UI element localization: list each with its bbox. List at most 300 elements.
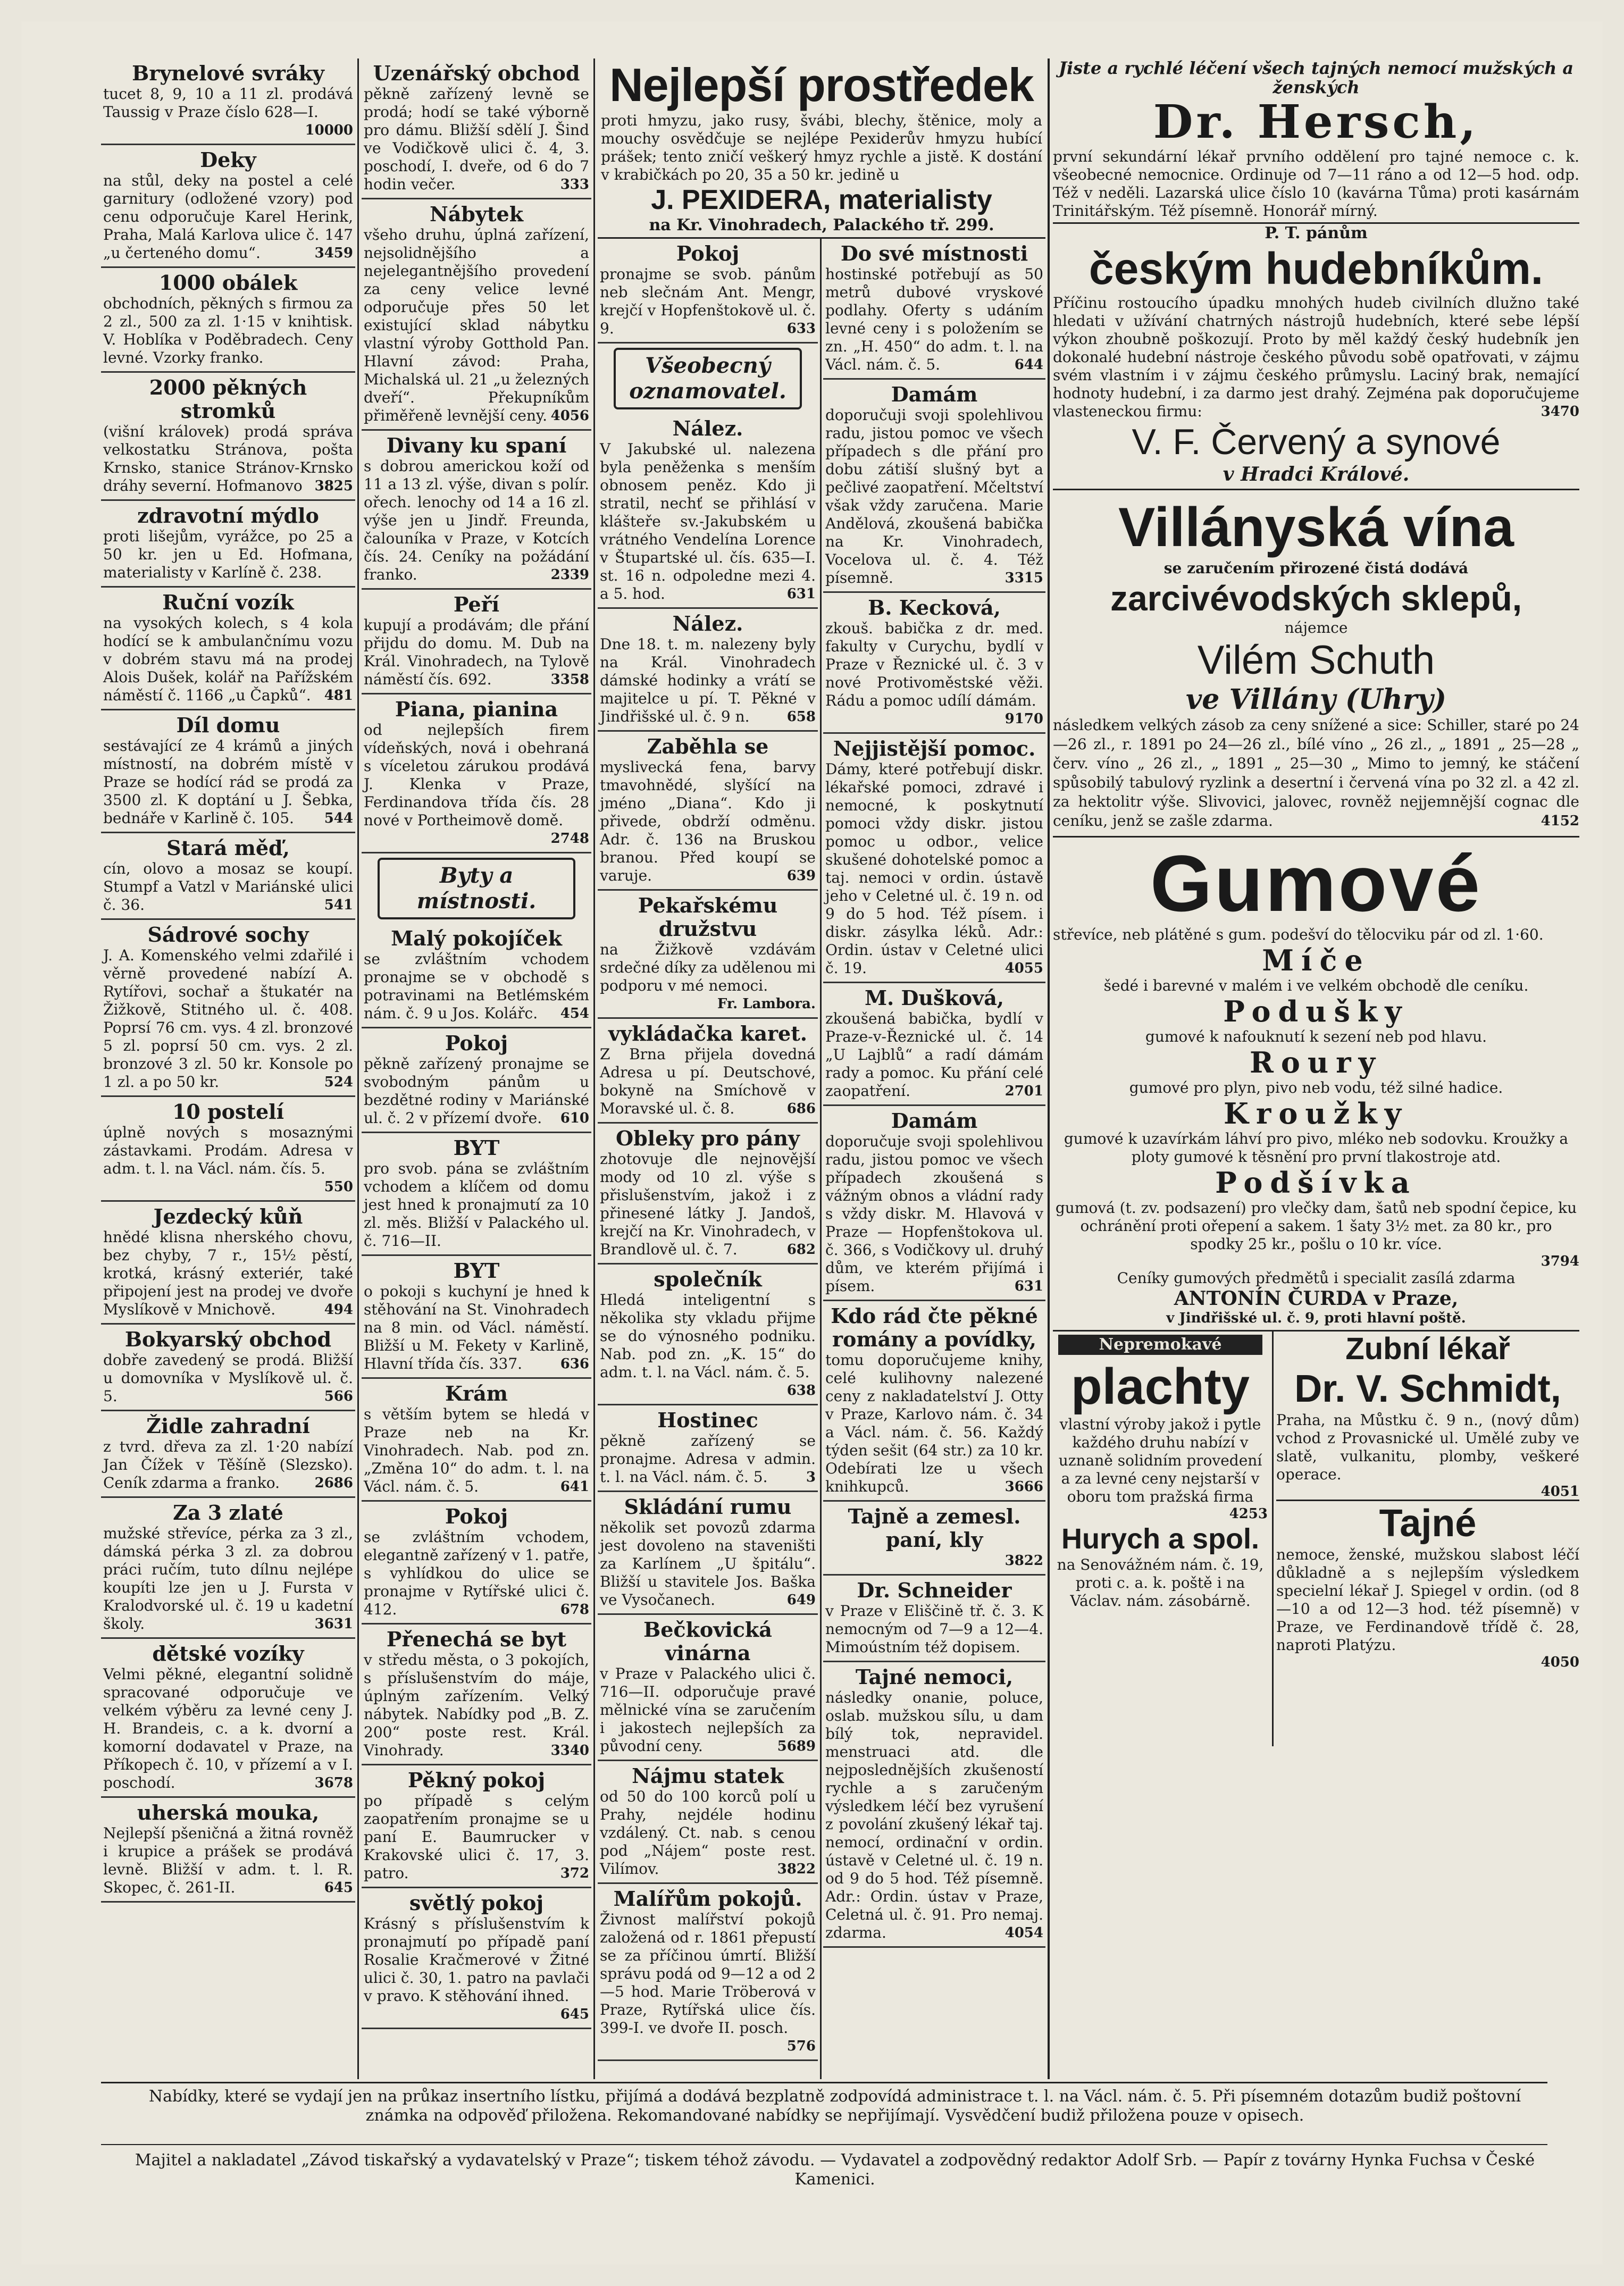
ad-number: 454 bbox=[560, 1006, 589, 1021]
ad-title: Ruční vozík bbox=[162, 590, 294, 614]
ad-number: 639 bbox=[786, 868, 816, 884]
ad-number: 524 bbox=[324, 1074, 353, 1090]
ad-body: V Jakubské ul. nalezena byla peněženka s menším obnosem peněz. Kdo ji stratil, nechť se přihlásí v klášteře sv.-Jakubském u vrátného Vendelína Lorence v Štupartské ul. čís. 635—I. st. 16 n. odpoledne mezi 4. a 5. hod. bbox=[600, 440, 816, 602]
ad-body: úplně nových s mosaznými zástavkami. Prodám. Adresa v adm. t. l. na Václ. nám. čís. 5. bbox=[103, 1124, 353, 1177]
ad-body: doporučuje svoji spolehlivou radu, jistou pomoc ve všech případech zkoušená s vážným obnos a vládní rady s vždy diskr. M. Hlavová v Praze — Hopfenštokova ul. č. 366, s Vodičkovy ul. druhý dům, ve kterém přijímá i písem. bbox=[825, 1133, 1043, 1295]
ad-number: 678 bbox=[560, 1602, 589, 1618]
ad-body: kupují a prodávám; dle přání přijdu do domu. M. Dub na Král. Vinohradech, na Tylově náměstí čís. 692. bbox=[364, 616, 589, 688]
ad-title: 10 postelí bbox=[172, 1100, 284, 1124]
ad-body: J. A. Komenského velmi zdařilé i věrně provedené nabízí A. Rytířovi, sochař a štukatér na Žižkově, Stitného ul. č. 408. Poprsí 76 cm. vys. 4 zl. bronzové 5 zl. poprsí 50 cm. vys. 2 zl. bronzové 3 zl. 50 kr. Konsole po 1 zl. a po 50 kr. bbox=[103, 947, 353, 1091]
classified-ad bbox=[101, 1411, 355, 1498]
ad-number: 3822 bbox=[777, 1861, 816, 1877]
ad-text bbox=[103, 860, 353, 914]
classified-ad bbox=[362, 431, 591, 590]
ad-text bbox=[103, 423, 353, 495]
column-rule bbox=[593, 58, 595, 2079]
gum-item-text: gumové pro plyn, pivo neb vodu, též silné hadice. bbox=[1129, 1079, 1503, 1096]
ad-number: 10000 bbox=[305, 122, 353, 138]
ad-text bbox=[364, 950, 589, 1023]
ad-title: zdravotní mýdlo bbox=[137, 504, 319, 527]
ad-title: Peří bbox=[453, 592, 500, 616]
ad-title: Pěkný pokoj bbox=[407, 1768, 546, 1792]
ad-text bbox=[825, 406, 1043, 587]
ad-title: Bečkovická vinárna bbox=[643, 1618, 772, 1665]
plachty-ad bbox=[1053, 1332, 1268, 1610]
ad-title: Nález. bbox=[672, 612, 743, 635]
ad-title: Pokoj bbox=[445, 1504, 508, 1528]
ad-body: Živnost malířství pokojů založená od r. 1861 přepustí se za příčinou úmrtí. Bližší správu podá od 9—12 a od 2—5 hod. Marie Tröberová v Praze, Rytířská ulice čís. 399-I. ve dvoře II. posch. bbox=[600, 1911, 816, 2037]
ad-title: Deky bbox=[200, 148, 256, 172]
classified-ad bbox=[598, 1265, 818, 1405]
column-3 bbox=[598, 58, 1045, 2079]
column-rule bbox=[357, 58, 359, 2079]
ad-body: pěkně zařízený se pronajme. Adresa v admin. t. l. na Václ. nám. č. 5. bbox=[600, 1432, 816, 1486]
ad-text bbox=[600, 1150, 816, 1259]
ad-text bbox=[103, 947, 353, 1091]
ad-number: 2686 bbox=[314, 1475, 353, 1491]
ad-body: zkouš. babička z dr. med. fakulty v Curychu, bydlí v Praze v Řeznické ul. č. 3 v nové Protivoměstské věži. Rádu a pomoc udílí dámám. bbox=[825, 619, 1043, 709]
classified-ad bbox=[362, 1502, 591, 1625]
ad-number: 3666 bbox=[1004, 1479, 1043, 1495]
pexider-firm: J. PEXIDERA, materialisty bbox=[651, 185, 992, 215]
classified-ad bbox=[362, 1379, 591, 1502]
ad-number: Fr. Lambora. bbox=[717, 996, 816, 1012]
classified-ad bbox=[101, 1202, 355, 1325]
ad-number: 610 bbox=[560, 1110, 589, 1126]
classified-ad bbox=[101, 833, 355, 920]
ad-title: Stará měď, bbox=[166, 836, 290, 860]
column-rule bbox=[1048, 58, 1050, 2079]
column-3-right bbox=[823, 239, 1045, 2079]
ad-number: 4054 bbox=[1004, 1925, 1043, 1941]
ad-body: Z Brna přijela dovedná Adresa u pí. Deutschové, bokyně na Smíchově v Moravské ul. č. 8. bbox=[600, 1045, 816, 1117]
ad-text bbox=[103, 85, 353, 138]
gum-item-name: Podušky bbox=[1223, 994, 1409, 1028]
newspaper-page bbox=[21, 21, 1603, 2265]
ad-text bbox=[825, 265, 1043, 374]
classified-ad bbox=[598, 732, 818, 891]
musicians-text bbox=[1053, 294, 1579, 421]
gum-item-text: gumové k nafouknutí k sezení neb pod hlavu. bbox=[1145, 1028, 1487, 1045]
ad-body: myslivecká fena, barvy tmavohnědé, slyšící na jméno „Diana“. Kdo ji přivede, obdrží odměnu. Adr. č. 136 na Bruskou branou. Před koupí se varuje. bbox=[600, 758, 816, 884]
ad-text bbox=[103, 1124, 353, 1195]
ad-title: uherská mouka, bbox=[137, 1801, 320, 1824]
ad-text bbox=[600, 1432, 816, 1486]
classified-ad bbox=[362, 199, 591, 431]
ad-body: na stůl, deky na postel a celé garnitury (odložené vzory) pod cenu odporučuje Karel Herink, Praha, Malá Karlova ulice č. 147 „u čerteného domu“. bbox=[103, 172, 353, 262]
ad-number: 636 bbox=[560, 1356, 589, 1372]
ad-text bbox=[103, 1665, 353, 1792]
dentist-pre: Zubní lékař bbox=[1345, 1332, 1510, 1366]
gum-item-text: gumová (t. zv. podsazení) pro vlečky dam, šatů neb spodní čepice, ku ochránění proti ořepení a sakem. 1 šaty 3½ met. za 80 kr., pro spodky 25 kr., pošlu o 10 kr. více. bbox=[1055, 1199, 1577, 1253]
tajne-title: Tajné bbox=[1379, 1502, 1477, 1545]
ad-text bbox=[103, 527, 353, 582]
pexider-intro: proti hmyzu, jako rusy, švábi, blechy, štěnice, moly a mouchy osvědčuje se nejlépe Pexiderův hmyzu hubící prášek; tento zničí veškerý hmyz rychle a jistě. K dostání v krabičkách po 20, 35 a 50 kr. jedině u bbox=[601, 112, 1042, 183]
ad-title: společník bbox=[654, 1267, 762, 1291]
classified-ad bbox=[823, 380, 1045, 593]
gum-footer: Ceníky gumových předmětů i specialit zasílá zdarma bbox=[1117, 1269, 1516, 1287]
hersch-text: první sekundární lékař prvního oddělení pro tajné nemoce c. k. všeobecné nemocnice. Ordinuje od 7—11 ráno a od 12—5 hod. odp. Též v neděli. Lazarská ulice číslo 10 (kavárna Tůma) proti kasárnám Trinitářským. Též písemně. Honorář mírný. bbox=[1053, 148, 1579, 220]
wine-text bbox=[1053, 716, 1579, 831]
ad-title: Piana, pianina bbox=[395, 697, 558, 721]
column-1 bbox=[101, 58, 355, 2079]
gum-item-text: šedé i barevné v malém i ve velkém obchodě dle ceníku. bbox=[1103, 977, 1529, 994]
classified-ad bbox=[101, 373, 355, 501]
ad-text bbox=[364, 721, 589, 847]
ad-body: sestávající ze 4 krámů a jiných místností, na dobrém místě v Praze se hodící rád se prodá za 3500 zl. K doptání u J. Šebka, bednáře v Karlině č. 105. bbox=[103, 737, 353, 827]
classified-ad bbox=[598, 1019, 818, 1124]
tajne-text: nemoce, ženské, mužskou slabost léčí důkladně a s nejlepším výsledkem specielní lékař J. Spiegel v ordin. (od 8—10 a od 12—3 hod. též písemně) v Praze, ve Ferdinandově třídě č. 28, naproti Platýzu. bbox=[1276, 1546, 1579, 1654]
classified-ad bbox=[823, 1106, 1045, 1301]
ad-text bbox=[364, 457, 589, 584]
ad-text bbox=[364, 1055, 589, 1127]
ad-body: o pokoji s kuchyní je hned k stěhování na St. Vinohradech na 8 min. od Václ. náměstí. Bližší u M. Fekety v Karlině, Hlavní třída čís. 337. bbox=[364, 1283, 589, 1372]
ad-body: Dne 18. t. m. nalezeny byly na Král. Vinohradech dámské hodinky a vrátí se majitelce u pí. T. Pěkné v Jindřišské ul. č. 9 n. bbox=[600, 635, 816, 725]
ad-body: Dámy, které potřebují diskr. lékařské pomoci, zdravé i nemocné, k poskytnutí pomoci vždy diskr. jistou pomoc u odbor., velice skušené dohotelské pomoc a taj. nemoci v ordin. ústavě jeho v Celetné ul. č. 19 n. od 9 do 5 hod. Též písem. i diskr. zásylka léků. Adr.: Ordin. ústav v Celetné ulici č. 19. bbox=[825, 760, 1043, 977]
ad-text bbox=[103, 1228, 353, 1319]
classified-ad bbox=[362, 1133, 591, 1256]
ad-body: od 50 do 100 korců polí u Prahy, nejdéle hodinu vzdálený. Ct. nab. s cenou pod „Nájem“ poste rest. Vilímov. bbox=[600, 1788, 816, 1878]
classified-ad bbox=[598, 1405, 818, 1492]
ad-title: Bokyarský obchod bbox=[124, 1327, 332, 1351]
wine-ad bbox=[1053, 490, 1579, 838]
ad-body: pronajme se svob. pánům neb slečnám Ant. Mengr, krejčí v Hopfenštokově ul. č. 9. bbox=[600, 265, 816, 337]
footer-notice: Nabídky, které se vydají jen na průkaz insertního lístku, přijímá a dodává bezplatně zodpovídá administrace t. l. na Václ. nám. č. 5. Při písemném dotazům budiž poštovní známka na odpověď přiložena. Rekomandované nabídky se nepřijímají. Vysvědčení budiž přiložena pouze v opisech. bbox=[148, 2087, 1521, 2125]
ad-body: tomu doporučujeme knihy, celé kulihovny nalezené ceny z nakladatelství J. Otty v Praze, Karlovo nám. č. 34 a Václ. nám. č. 56. Každý týden sešit (64 str.) za 10 kr. Odebírati lze u všech knihkupců. bbox=[825, 1351, 1043, 1495]
ad-number: 644 bbox=[1014, 357, 1043, 373]
ad-number: 649 bbox=[786, 1592, 816, 1608]
ad-number: 481 bbox=[324, 688, 353, 704]
plachty-pre: Nepremokavé bbox=[1058, 1335, 1262, 1355]
ad-text bbox=[825, 619, 1043, 727]
ad-title: Obleky pro pány bbox=[616, 1126, 800, 1150]
column-rule bbox=[820, 239, 822, 2079]
ad-title: B. Kecková, bbox=[868, 596, 1001, 619]
classified-ad bbox=[598, 609, 818, 732]
ad-title: 1000 obálek bbox=[158, 271, 298, 295]
ad-number: 631 bbox=[1014, 1278, 1043, 1294]
ad-number: 2748 bbox=[550, 831, 589, 847]
ad-text bbox=[600, 265, 816, 338]
classified-ad bbox=[598, 414, 818, 609]
ad-text bbox=[364, 1792, 589, 1882]
ad-number: 633 bbox=[786, 321, 816, 337]
ad-title: Damám bbox=[891, 1109, 978, 1133]
ad-body: několik set povozů zdarma jest dovoleno na staveništi za Karlínem „U špitálu“. Bližší u stavitele Jos. Baška ve Vysočanech. bbox=[600, 1519, 816, 1609]
ad-text bbox=[364, 616, 589, 689]
classified-ad bbox=[598, 239, 818, 344]
ad-number: 5689 bbox=[777, 1738, 816, 1754]
ad-number: 544 bbox=[324, 810, 353, 826]
ad-text bbox=[600, 1519, 816, 1609]
wine-place: ve Villány (Uhry) bbox=[1186, 683, 1446, 716]
ad-text bbox=[103, 1351, 353, 1405]
gum-items bbox=[1053, 944, 1579, 1253]
dentist-ad bbox=[1276, 1332, 1579, 1670]
footer-rule bbox=[101, 2144, 1547, 2145]
ad-number: 658 bbox=[786, 709, 816, 725]
ad-number: 2339 bbox=[550, 567, 589, 583]
ad-number: 372 bbox=[560, 1865, 589, 1881]
ad-title: Tajně a zemesl. paní, kly bbox=[848, 1504, 1021, 1552]
ad-text bbox=[364, 85, 589, 194]
plachty-text: vlastní výroby jakož i pytle každého druhu nabízí v uznaně solidním provedení a za levné ceny nejstarší v oboru tom pražská firma bbox=[1058, 1416, 1262, 1505]
ad-text bbox=[103, 614, 353, 705]
ad-number: 645 bbox=[324, 1880, 353, 1896]
ad-text bbox=[103, 1438, 353, 1492]
gum-number: 3794 bbox=[1541, 1253, 1579, 1269]
classified-ad bbox=[823, 734, 1045, 983]
ad-title: Za 3 zlaté bbox=[173, 1501, 283, 1525]
classified-ad bbox=[101, 1097, 355, 1202]
classified-ad bbox=[101, 501, 355, 588]
ad-title: Nejjistější pomoc. bbox=[833, 736, 1036, 760]
ad-body: v Praze v Eliščině tř. č. 3. K nemocným od 7—9 a 12—4. Mimoústním též dopisem. bbox=[825, 1602, 1043, 1656]
ad-number: 576 bbox=[786, 2038, 816, 2054]
ad-number: 4152 bbox=[1541, 813, 1579, 829]
gum-ad bbox=[1053, 838, 1579, 1332]
ad-text bbox=[600, 941, 816, 1012]
cerveny-city: v Hradci Králové. bbox=[1053, 463, 1579, 490]
classified-ad bbox=[823, 1301, 1045, 1502]
classified-ad bbox=[362, 1765, 591, 1888]
ad-body: hostinské potřebují as 50 metrů dubové vryskové podlahy. Oferty s udáním levné ceny i s položením se zn. „H. 450“ do adm. t. l. na Václ. nám. č. 5. bbox=[825, 265, 1043, 373]
classified-ad bbox=[598, 891, 818, 1019]
classified-ad bbox=[362, 924, 591, 1028]
ad-title: Pekařskému družstvu bbox=[638, 893, 778, 941]
ad-number: 3340 bbox=[550, 1743, 589, 1759]
ad-text bbox=[600, 1665, 816, 1755]
gum-title: Gumové bbox=[1150, 839, 1483, 928]
section-label: Všeobecný oznamovatel. bbox=[614, 348, 802, 409]
column-rule bbox=[1272, 1332, 1274, 1746]
plachty-title: plachty bbox=[1070, 1358, 1250, 1415]
ad-title: Damám bbox=[891, 382, 978, 406]
ad-body: s dobrou americkou koží od 11 a 13 zl. výše, divan s polír. ořech. lenochy od 14 a 16 zl. výše jen u Jindř. Freunda, čalouníka v Praze, v Kotcích čís. 24. Ceníky na požádání franko. bbox=[364, 457, 589, 583]
gum-intro: střevíce, neb plátěné s gum. podešví do tělocviku pár od zl. 1·60. bbox=[1053, 926, 1544, 943]
ad-number: 631 bbox=[786, 586, 816, 602]
ad-number: 3358 bbox=[550, 672, 589, 688]
ad-text bbox=[364, 226, 589, 425]
plachty-address: na Senovážném nám. č. 19, proti c. a. k. poště i na Václav. nám. zásobárně. bbox=[1057, 1556, 1264, 1610]
ad-text bbox=[600, 1788, 816, 1878]
ad-number: 638 bbox=[786, 1383, 816, 1399]
classified-ad bbox=[823, 239, 1045, 380]
ad-text bbox=[364, 1915, 589, 2022]
ad-text bbox=[825, 760, 1043, 977]
wine-sub: se zaručením přirozené čistá dodává bbox=[1163, 559, 1469, 577]
classified-ad bbox=[101, 58, 355, 145]
classified-ad bbox=[101, 1498, 355, 1639]
ad-body: Hledá inteligentní s několika sty vkladu přijme se do výnosného podniku. Nab. pod zn. „K. 15“ do adm. t. l. na Václ. nám. č. 5. bbox=[600, 1291, 816, 1381]
section-label: Byty a místnosti. bbox=[378, 858, 575, 919]
classified-ad bbox=[823, 1502, 1045, 1576]
ad-body: na Žižkově vzdávám srdečné díky za udělenou mi podporu v mé nemoci. bbox=[600, 941, 816, 994]
ad-number: 550 bbox=[324, 1179, 353, 1195]
ad-title: Nájmu statek bbox=[632, 1764, 784, 1788]
ad-body: následky onanie, poluce, oslab. mužskou sílu, u dam bílý tok, nepravidel. menstruaci atd. dle nejposlednějších zkušeností rychle a s zaručeným výsledkem léčí bez vyrušení z povolání zkušený lékař taj. nemocí, ordinační v ordin. ústavě v Celetné ul. č. 19 n. od 9 do 5 hod. Též písemně. Adr.: Ordin. ústav v Praze, Celetná ul. č. 91. Pro nemaj. zdarma. bbox=[825, 1689, 1043, 1941]
ad-body: pro svob. pána se zvláštním vchodem a klíčem od domu jest hned k pronajmutí za 10 zl. měs. Bližší v Palackého ul. č. 716—II. bbox=[364, 1160, 589, 1250]
ad-title: Krám bbox=[445, 1381, 508, 1405]
ad-text bbox=[364, 1160, 589, 1250]
ad-body: hnědé klisna nherského chovu, bez chyby, 7 r., 15½ pěstí, krotká, krásný exteriér, také připojení jest na prodej ve dvoře Myslíkově v Mnichově. bbox=[103, 1228, 353, 1318]
ad-number: 686 bbox=[786, 1101, 816, 1117]
classified-ad bbox=[101, 268, 355, 373]
ad-text bbox=[364, 1405, 589, 1496]
ad-title: Zaběhla se bbox=[647, 734, 769, 758]
ad-title: Skládání rumu bbox=[624, 1495, 792, 1519]
classified-ad bbox=[362, 694, 591, 853]
ad-number: 3631 bbox=[314, 1616, 353, 1632]
ad-number: 9170 bbox=[1004, 711, 1043, 727]
hersch-name: Dr. Hersch, bbox=[1153, 95, 1479, 149]
classified-ad bbox=[598, 1761, 818, 1884]
ad-title: Malý pokojíček bbox=[391, 926, 562, 950]
classified-ad bbox=[101, 1798, 355, 1903]
ad-number: 4055 bbox=[1004, 960, 1043, 976]
ad-title: 2000 pěkných stromků bbox=[149, 375, 307, 423]
ad-body: dobře zavedený se prodá. Bližší u domovníka v Myslíkově ul. č. 5. bbox=[103, 1351, 353, 1405]
ad-title: Malířům pokojů. bbox=[613, 1887, 802, 1911]
ad-title: Nález. bbox=[672, 416, 743, 440]
ad-body: cín, olovo a mosaz se koupí. Stumpf a Vatzl v Mariánské ulici č. 36. bbox=[103, 860, 353, 914]
ad-title: Židle zahradní bbox=[146, 1414, 310, 1438]
classified-ad bbox=[823, 1662, 1045, 1948]
musicians-pre: P. T. pánům bbox=[1265, 224, 1368, 242]
dentist-text: Praha, na Můstku č. 9 n., (nový dům) vchod z Provasnické ul. Umělé zuby ve slatě, vulkanitu, plomby, veškeré operace. bbox=[1276, 1411, 1579, 1483]
ad-number: 3315 bbox=[1004, 570, 1043, 586]
ad-body: pěkně zařízený levně se prodá; hodí se také výborně pro dámu. Bližší sdělí J. Šind ve Vodičkově ulici č. 4, 3. poschodí, I. dveře, od 6 do 7 hodin večer. bbox=[364, 85, 589, 193]
classified-ad bbox=[362, 1256, 591, 1379]
ad-number: 3459 bbox=[314, 245, 353, 261]
classified-ad bbox=[598, 1124, 818, 1265]
ad-number: 3 bbox=[806, 1469, 816, 1485]
tajne-number: 4050 bbox=[1541, 1654, 1579, 1670]
classified-ad bbox=[101, 1639, 355, 1798]
gum-item-name: Roury bbox=[1250, 1045, 1383, 1079]
ad-title: světlý pokoj bbox=[409, 1891, 544, 1915]
classified-ad bbox=[362, 1028, 591, 1133]
ad-body: Krásný s příslušenstvím k pronajmutí po případě paní Rosalie Kračmerové v Žitné ulici č. 30, 1. patro na pavlači v pravo. K stěhování ihned. bbox=[364, 1915, 589, 2005]
classified-ad bbox=[823, 1576, 1045, 1662]
ad-body: pěkně zařízený pronajme se svobodným pánům u bezdětné rodiny v Mariánské ul. č. 2 v přízemí dvoře. bbox=[364, 1055, 589, 1127]
classified-ad bbox=[598, 1492, 818, 1615]
classified-ad bbox=[101, 1325, 355, 1411]
ad-body: v Praze v Palackého ulici č. 716—II. odporučuje pravé mělnické vína se zaručením i jakostech nejlepších za původní ceny. bbox=[600, 1665, 816, 1755]
classified-ad bbox=[362, 590, 591, 694]
footer-imprint: Majitel a nakladatel „Závod tiskařský a vydavatelský v Praze“; tiskem téhož závodu. — Vydavatel a zodpovědný redaktor Adolf Srb. — Papír z továrny Hynka Fuchsa v České Kamenici. bbox=[135, 2151, 1535, 2189]
ad-title: Sádrové sochy bbox=[147, 923, 309, 947]
ad-body: se zvláštním vchodem pronajme se v obchodě s potravinami na Betlémském nám. č. 9 u Jos. Kolářc. bbox=[364, 950, 589, 1022]
musicians-text-body: Příčinu rostoucího úpadku mnohých hudeb civilních dlužno také hledati v užívání chatrných nástrojů hudebních, které sebe lépší výkon zhoubně poškozují. Proto by měl každý český hudebník jen dokonalé hudební nástroje českého původu sobě opatřovati, v zájmu svém vlastním i v zájmu českého průmyslu. Laciný brak, nemající hodnoty hudební, i za darmo jest drahý. Zejména pak doporučujeme vlasteneckou firmu: bbox=[1053, 294, 1579, 420]
ad-number: 3825 bbox=[314, 478, 353, 494]
ad-number: 3822 bbox=[1004, 1553, 1043, 1569]
ad-text bbox=[364, 1651, 589, 1760]
ad-number: 541 bbox=[324, 897, 353, 913]
wine-cellars: zarcivévodských sklepů, bbox=[1110, 579, 1522, 618]
ad-text bbox=[825, 1602, 1043, 1656]
ad-body: z tvrd. dřeva za zl. 1·20 nabízí Jan Čížek v Těšíně (Slezsko). Ceník zdarma a franko. bbox=[103, 1438, 353, 1492]
ad-number: 566 bbox=[324, 1388, 353, 1404]
ad-number: 645 bbox=[560, 2006, 589, 2022]
classified-ad bbox=[598, 1615, 818, 1761]
ad-text bbox=[364, 1283, 589, 1373]
ad-body: s větším bytem se hledá v Praze neb na Kr. Vinohradech. Nab. pod zn. „Změna 10“ do adm. t. l. na Václ. nám. č. 5. bbox=[364, 1405, 589, 1495]
column-3-left bbox=[598, 239, 818, 2079]
wine-text-body: následkem velkých zásob za ceny snížené a sice: Schiller, staré po 24—26 zl., r. 1891 po 24—26 zl., bílé víno „ 26 zl., „ 1891 „ 25—28 „ červ. víno „ 26 zl., „ 1891 „ 25—30 „ Mimo to jemný, ke stáčení spůsobilý tabulový ryzlink a desertní i červená vína po 32 zl. a 42 zl. za hektolitr výše. Slivovici, jalovec, rovněž nejjemnější cognac dle ceníku, jenž se zašle zdarma. bbox=[1053, 716, 1579, 830]
ad-body: v středu města, o 3 pokojích, s příslušenstvím do máje, úplným zařízením. Velký nábytek. Nabídky pod „B. Z. 200“ poste rest. Král. Vinohrady. bbox=[364, 1651, 589, 1759]
ad-title: Do své místnosti bbox=[840, 241, 1028, 265]
dentist-name: Dr. V. Schmidt, bbox=[1294, 1368, 1561, 1410]
ad-body: doporučuji svoji spolehlivou radu, jistou pomoc ve všech případech s dle přání pro dobu zátiší slušný byt a pečlivé zaopatření. Mčeltství však vždy zaručena. Marie Andělová, zkoušená babička na Kr. Vinohradech, Vocelova ul. č. 4. Též písemně. bbox=[825, 406, 1043, 587]
classified-ad bbox=[823, 593, 1045, 734]
gum-item-name: Míče bbox=[1262, 943, 1370, 977]
plachty-number: 4253 bbox=[1229, 1506, 1268, 1522]
ad-title: vykládačka karet. bbox=[608, 1021, 807, 1045]
plachty-firm: Hurych a spol. bbox=[1061, 1523, 1260, 1555]
classified-ad bbox=[101, 145, 355, 268]
ad-body: Velmi pěkné, elegantní solidně spracované odporučuje ve velkém výběru za levné ceny J. H. Brandeis, c. a k. dvorní a komorní dodavatel v Praze, na Příkopech č. 10, v přízemí a v I. poschodí. bbox=[103, 1665, 353, 1791]
ad-number: 3470 bbox=[1541, 404, 1579, 420]
hersch-intro: Jiste a rychlé léčení všech tajných nemocí mužských a ženských bbox=[1058, 58, 1574, 97]
classified-ad bbox=[362, 58, 591, 199]
classified-ad bbox=[101, 588, 355, 710]
dentist-number: 4051 bbox=[1276, 1484, 1579, 1501]
ad-body: Nejlepší pšeničná a žitná rovněž i krupice a prášek se prodává levně. Bližší v adm. t. l. R. Skopec, č. 261-II. bbox=[103, 1824, 353, 1896]
classified-ad bbox=[362, 1888, 591, 2029]
ad-body: se zvláštním vchodem, elegantně zařízený v 1. patře, s vyhlídkou do ulice se pronajme v Rytířské ulici č. 412. bbox=[364, 1528, 589, 1618]
ad-text bbox=[103, 172, 353, 262]
ad-title: Dr. Schneider bbox=[857, 1578, 1012, 1602]
classified-ad bbox=[362, 1625, 591, 1765]
ad-title: Jezdecký kůň bbox=[153, 1204, 303, 1228]
ad-text bbox=[103, 737, 353, 827]
ad-title: Pokoj bbox=[676, 241, 740, 265]
ad-body: na vysokých kolech, s 4 kola hodící se k ambulančnímu vozu v dobrém stavu má na prodej Alois Dušek, kolář na Pařížském náměstí č. 1166 „u Čapků“. bbox=[103, 614, 353, 704]
ad-text bbox=[103, 295, 353, 367]
wine-lessee: nájemce bbox=[1284, 619, 1348, 637]
ad-text bbox=[600, 635, 816, 726]
ad-title: BYT bbox=[453, 1136, 500, 1160]
ad-title: Nábytek bbox=[429, 202, 524, 226]
ad-body: zkoušená babička, bydlí v Praze-v-Řeznické ul. č. 14 „U Lajblů“ a radí dámám rady a pomoc. Ku přání celé zaopatření. bbox=[825, 1010, 1043, 1100]
gum-item-name: Kroužky bbox=[1223, 1096, 1409, 1131]
classified-ad bbox=[823, 983, 1045, 1106]
ad-text bbox=[103, 1525, 353, 1633]
ad-text bbox=[825, 1351, 1043, 1496]
ad-number: 333 bbox=[560, 177, 589, 192]
ad-body: tucet 8, 9, 10 a 11 zl. prodává Taussig v Praze číslo 628—I. bbox=[103, 85, 353, 121]
ad-body: po případě s celým zaopatřením pronajme se u paní E. Baumrucker v Krakovské ulici č. 17, 3. patro. bbox=[364, 1792, 589, 1882]
musicians-title: českým hudebníkům. bbox=[1089, 244, 1544, 294]
ad-text bbox=[600, 440, 816, 603]
ad-text bbox=[600, 1911, 816, 2054]
ad-text bbox=[825, 1689, 1043, 1942]
ad-body: mužské střevíce, pérka za 3 zl., dámská pérka 3 zl. za dobrou práci ručím, tuto dílnu nejlépe koupíti lze jen u J. Fursta v Kralodvorské ul. č. 19 u kadetní školy. bbox=[103, 1525, 353, 1632]
ad-title: Hostinec bbox=[657, 1408, 758, 1432]
ad-number: 3678 bbox=[314, 1775, 353, 1791]
ad-title: dětské vozíky bbox=[152, 1642, 304, 1665]
gum-firm: ANTONÍN ČURDA v Praze, bbox=[1174, 1287, 1459, 1310]
gum-item-text: gumové k uzavírkám láhví pro pivo, mléko neb sodovku. Kroužky a ploty gumové k těsnění pro první tlakostroje atd. bbox=[1064, 1130, 1569, 1166]
pexider-title: Nejlepší prostředek bbox=[609, 58, 1034, 111]
ad-title: Kdo rád čte pěkné romány a povídky, bbox=[831, 1304, 1038, 1351]
column-2 bbox=[362, 58, 591, 2079]
ad-title: M. Dušková, bbox=[864, 986, 1004, 1010]
pexider-address: na Kr. Vinohradech, Palackého tř. 299. bbox=[598, 216, 1045, 239]
ad-title: Pokoj bbox=[445, 1031, 508, 1055]
ad-title: Díl domu bbox=[176, 713, 280, 737]
